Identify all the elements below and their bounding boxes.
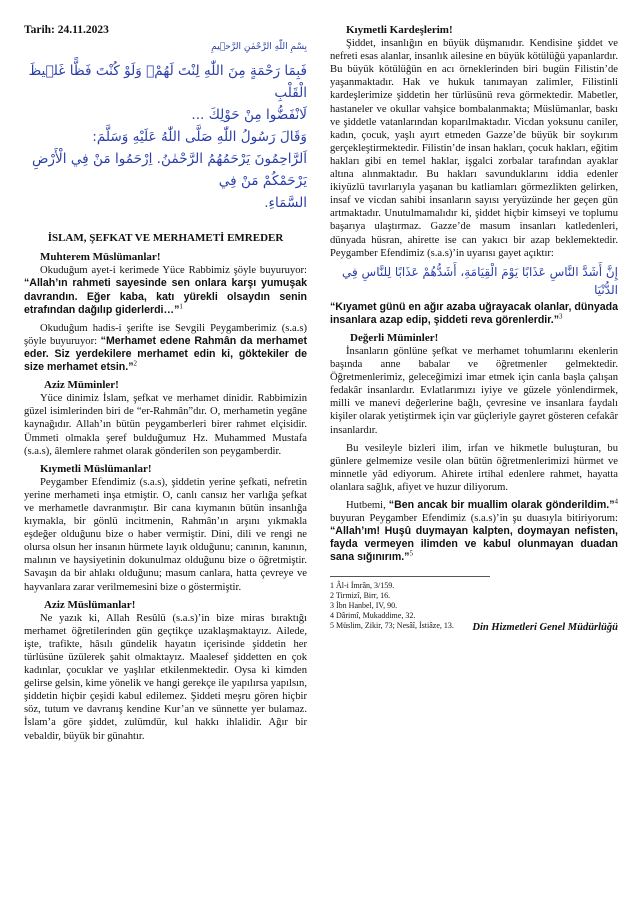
footnote: 3 İbn Hanbel, IV, 90. xyxy=(330,601,398,611)
paragraph-text: Hutbemi, xyxy=(346,500,389,511)
hadith-quote: “Ben ancak bir muallim olarak gönderildim.” xyxy=(388,499,615,511)
prayer-quote: “Allah’ım! Huşû duymayan kalpten, doymayan nefisten, fayda vermeyen ilimden ve kabul olunmayan duadan sana sığınırım.” xyxy=(330,525,618,564)
sermon-date: Tarih: 24.11.2023 xyxy=(24,24,109,36)
footnote-ref: 4 xyxy=(614,497,618,506)
footnote-ref: 5 xyxy=(409,549,413,558)
footnote: 4 Dârimî, Mukaddime, 32. xyxy=(330,611,416,621)
section-heading: Aziz Müminler! xyxy=(44,379,119,392)
footnote-ref: 1 xyxy=(179,302,183,311)
paragraph: İnsanların gönlüne şefkat ve merhamet tohumlarını ekenlerin başında anne babalar ve öğretmenler gelmektedir. Öğretmenlerimiz, geleceğimizi imar etmek için canla başla çalışan fedakâr insanlardır. Evlatlarımızı iyiye ve güzele yönlendirmek, milli ve manevi değerlerine bağlı, çevresine ve insanlara faydalı kişiler olarak yetiştirmek için var güçleriyle gayret gösteren cefakâr insanlardır. xyxy=(330,345,618,436)
paragraph-text: Okuduğum ayet-i kerimede Yüce Rabbimiz şöyle buyuruyor: xyxy=(40,265,307,277)
footnote-divider xyxy=(330,576,490,577)
section-heading: Değerli Müminler! xyxy=(350,331,439,344)
paragraph xyxy=(24,264,307,316)
basmala-calligraphy: بِسْمِ اللّٰهِ الرَّحْمٰنِ الرَّح۪يمِ xyxy=(211,42,307,53)
arabic-line: اَلرَّاحِمُونَ يَرْحَمُهُمُ الرَّحْمٰنُ. اِرْحَمُوا مَنْ فِي الْأَرْضِ يَرْحَمْكُمْ مَنْ فِي xyxy=(32,151,307,190)
hadith-quote: “Kıyamet günü en ağır azaba uğrayacak olanlar, dünyada insanlara azap edip, şiddeti reva görenlerdir.” xyxy=(330,300,618,326)
paragraph: Ne yazık ki, Allah Resûlü (s.a.s)’in bize miras bıraktığı merhamet öğretilerinden gün geçtikçe uzaklaşmaktayız. Ailede, işte, trafikte, hâsılı gündelik hayatın içerisinde şiddetin her türlüsüne üzülerek şahit olmaktayız. Maalesef şiddetten en çok kadınlar, çocuklar ve yaşlılar etkilenmektedir. Oysa ki kimden gelirse gelsin, kime yönelik ve hangi gerekçe ile yapılırsa yapılsın, şiddetin hiçbir çeşidi kabul edilemez. Şiddeti meşru gören hiçbir söz, tutum ve davranış kendine Kur’an ve sünnette yer bulamaz. İslam’a göre şiddet, zulümdür, kul hakkı ihlalidir. Ağır bir vebaldir, büyük bir günahtır. xyxy=(24,612,307,742)
section-heading: Kıymetli Müslümanlar! xyxy=(40,462,152,475)
arabic-line: فَبِمَا رَحْمَةٍ مِنَ اللّٰهِ لِنْتَ لَهُمْۚ وَلَوْ كُنْتَ فَظًّا غَل۪يظَ الْقَلْبِ xyxy=(28,63,307,102)
sermon-title: İSLAM, ŞEFKAT VE MERHAMETİ EMREDER xyxy=(47,232,284,245)
paragraph: Şiddet, insanlığın en büyük düşmanıdır. Kendisine şiddet ve nefreti esas alanlar, insanlık ailesine en büyük kötülüğü yapanlardır. Bu büyük kötülüğün en acı örneklerinden biri bugün Filistin’de yaşanmaktadır. Hak ve hukuk tanımayan zalimler, Filistinli kardeşlerimize şiddetin her türlüsünü reva görmektedir. Mabetler, hastaneler ve okullar vahşice bombalanmakta; Müslümanlar, baskı ve şiddetle vatanlarından koparılmaktadır. Vicdan yoksunu caniler, kadın, çocuk, yaşlı ayırt etmeden Gazze’de büyük bir soykırım gerçekleştirmektedir. Filistin’de insan hakları, çocuk hakları, eğitim hakları gibi en temel haklar, işgalci zorbalar tarafından ayaklar altına alınmaktadır. Bu hakları savunduklarını iddia edenler ikiyüzlü tavırlarıyla yaşanan bu katliamları görmezlikten gelirken, insaf ve vicdan sahibi insanların sayısı yeryüzünde her geçen gün artmaktadır. Unutulmamalıdır ki, şiddet hiçbir kimseyi ve toplumu başarıya ulaştırmaz. Gazze’de masum insanları katledenleri, dünyada hüsran, ahirette ise can yakıcı bir azap beklemektedir. Peygamber Efendimiz (s.a.s)’in uyarısı gayet açıktır: xyxy=(330,38,618,259)
left-column xyxy=(24,24,307,743)
paragraph: Yüce dinimiz İslam, şefkat ve merhamet dinidir. Rabbimizin güzel isimlerinden biri de “er-Rahmân”dır. O, merhametin yegâne kaynağıdır. Allah’ın bütün peygamberleri birer rahmet elçisidir. Ümmeti olmakla şeref bulduğumuz Hz. Muhammed Mustafa (s.a.s), âlemlere rahmet olarak gönderilen son peygamberdir. xyxy=(24,393,307,457)
paragraph: Peygamber Efendimiz (s.a.s), şiddetin yerine şefkati, nefretin yerine merhameti inşa etmiştir. O, canlı cansız her varlığa şefkat ve merhametle davranmıştır. Bir cana kıymanın bütün insanlığa kıymakla, bir gönlü incitmenin, Rahmân’ın arşını yıkmakla eşdeğer olduğunu bize o haber vermiştir. Dini, dili ve rengi ne olursa olsun her insanın hürmete layık olduğunu; canının, kanının, malının ve haysiyetinin dokunulmaz olduğunu bize o öğretmiştir. Savaşın da bir ahlakı olduğunu; masum canlara, hatta çevreye ve hayvanlara zarar verilmemesini bize o göstermiştir. xyxy=(24,476,307,593)
section-heading: Kıymetli Kardeşlerim! xyxy=(346,24,453,36)
section-heading: Aziz Müslümanlar! xyxy=(44,598,136,611)
arabic-hadith: إِنَّ أَشَدَّ النَّاسِ عَذَابًا يَوْمَ الْقِيَامَةِ، أَشَدُّهُمْ عَذَابًا لِلنَّاسِ فِي الدُّنْيَا xyxy=(342,264,618,297)
paragraph xyxy=(24,322,307,374)
arabic-line: وَقَالَ رَسُولُ اللّٰهِ صَلَّى اللّٰهُ عَلَيْهِ وَسَلَّمَ: xyxy=(92,129,307,146)
paragraph-text: buyuran Peygamber Efendimiz (s.a.s)’in şu duasıyla bitiriyorum: xyxy=(330,513,618,525)
paragraph xyxy=(330,499,618,564)
paragraph-text: Okuduğum hadis-i şerifte ise Sevgili Peygamberimiz (s.a.s) şöyle buyuruyor: xyxy=(24,322,307,347)
section-heading: Muhterem Müslümanlar! xyxy=(40,251,161,264)
footnote: 5 Müslim, Zikir, 73; Nesâî, İstiâze, 13. xyxy=(330,621,454,631)
footnote: 1 Âl-i İmrân, 3/159. xyxy=(330,581,395,591)
arabic-line: لَانْفَضُّوا مِنْ حَوْلِكَ ... xyxy=(191,107,307,124)
footnote: 2 Tirmizî, Birr, 16. xyxy=(330,591,391,601)
arabic-line: السَّمَاءِ. xyxy=(264,195,307,212)
arabic-verse-block xyxy=(24,60,307,214)
signature: Din Hizmetleri Genel Müdürlüğü xyxy=(472,622,618,634)
hadith-quote: “Merhamet edene Rahmân da merhamet eder. Siz yerdekilere merhamet edin ki, göktekiler de size merhamet etsin.” xyxy=(24,334,307,374)
right-column xyxy=(330,24,618,635)
footnote-ref: 2 xyxy=(133,359,138,368)
footnote-ref: 3 xyxy=(559,312,563,321)
verse-quote: “Allah’ın rahmeti sayesinde sen onlara karşı yumuşak davrandın. Eğer kaba, katı yürekli olsaydın senin etrafından dağılıp giderlerdi…” xyxy=(24,277,307,316)
paragraph: Bu vesileyle bizleri ilim, irfan ve hikmetle buluşturan, bu günlere gelmemize vesile olan bütün öğretmenlerimizi hürmet ve minnetle yâd ediyorum. Ahirete irtihal edenlere rahmet, hayatta olanlara sağlık, afiyet ve huzur diliyorum. xyxy=(330,442,618,493)
paragraph xyxy=(330,301,618,327)
